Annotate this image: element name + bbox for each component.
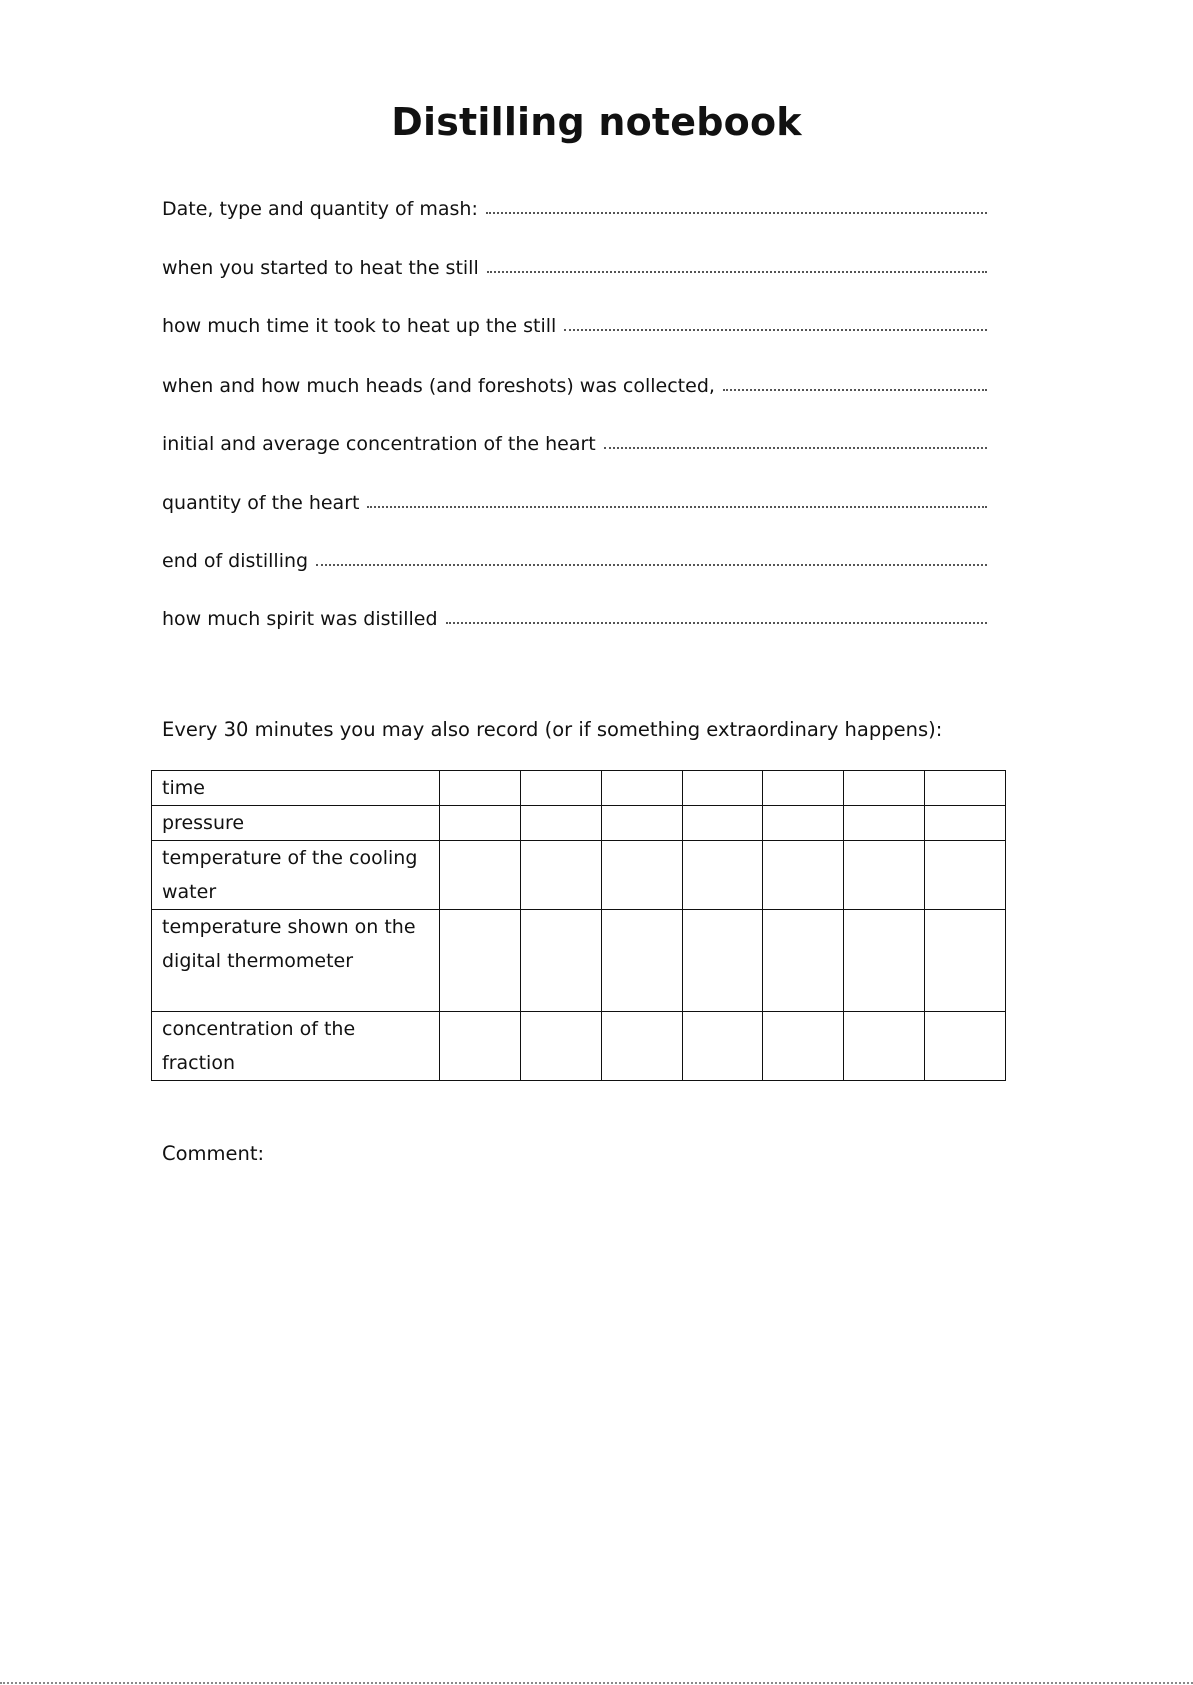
field-fill-line[interactable] bbox=[486, 212, 987, 214]
table-row bbox=[152, 910, 1006, 1012]
table-cell[interactable] bbox=[925, 1012, 1006, 1081]
row-label: temperature of the cooling water bbox=[152, 841, 440, 910]
table-cell[interactable] bbox=[520, 1012, 601, 1081]
field-fill-line[interactable] bbox=[316, 564, 987, 566]
field-label: initial and average concentration of the heart bbox=[162, 433, 596, 455]
field-label: how much time it took to heat up the still bbox=[162, 315, 557, 337]
table-cell[interactable] bbox=[925, 910, 1006, 1012]
field-label: when and how much heads (and foreshots) was collected, bbox=[162, 375, 715, 397]
table-row bbox=[152, 771, 1006, 806]
table-cell[interactable] bbox=[925, 771, 1006, 806]
field-heads-collected[interactable] bbox=[162, 367, 987, 397]
table-cell[interactable] bbox=[520, 910, 601, 1012]
table-cell[interactable] bbox=[440, 771, 521, 806]
table-row bbox=[152, 841, 1006, 910]
table-cell[interactable] bbox=[763, 806, 844, 841]
table-cell[interactable] bbox=[440, 910, 521, 1012]
table-cell[interactable] bbox=[763, 771, 844, 806]
table-cell[interactable] bbox=[520, 806, 601, 841]
field-heart-concentration[interactable] bbox=[162, 425, 987, 455]
field-heart-quantity[interactable] bbox=[162, 484, 987, 514]
table-cell[interactable] bbox=[763, 910, 844, 1012]
table-cell[interactable] bbox=[763, 1012, 844, 1081]
table-cell[interactable] bbox=[601, 771, 682, 806]
field-fill-line[interactable] bbox=[564, 329, 987, 331]
table-cell[interactable] bbox=[601, 1012, 682, 1081]
record-intro-text: Every 30 minutes you may also record (or if something extraordinary happens): bbox=[162, 718, 943, 741]
field-heat-up-time[interactable] bbox=[162, 307, 987, 337]
field-fill-line[interactable] bbox=[367, 506, 987, 508]
field-heat-start[interactable] bbox=[162, 249, 987, 279]
field-label: how much spirit was distilled bbox=[162, 608, 438, 630]
table-cell[interactable] bbox=[520, 771, 601, 806]
table-cell[interactable] bbox=[601, 841, 682, 910]
table-cell[interactable] bbox=[844, 771, 925, 806]
table-cell[interactable] bbox=[682, 841, 763, 910]
table-cell[interactable] bbox=[440, 841, 521, 910]
page-title: Distilling notebook bbox=[391, 100, 802, 144]
field-label: when you started to heat the still bbox=[162, 257, 479, 279]
row-label: pressure bbox=[152, 806, 440, 841]
table-cell[interactable] bbox=[925, 841, 1006, 910]
table-cell[interactable] bbox=[520, 841, 601, 910]
comment-label: Comment: bbox=[162, 1142, 265, 1165]
table-cell[interactable] bbox=[682, 910, 763, 1012]
table-cell[interactable] bbox=[844, 841, 925, 910]
field-fill-line[interactable] bbox=[446, 622, 987, 624]
field-end-of-distilling[interactable] bbox=[162, 542, 987, 572]
table-cell[interactable] bbox=[440, 1012, 521, 1081]
page-bottom-edge bbox=[0, 1682, 1193, 1684]
table-cell[interactable] bbox=[682, 771, 763, 806]
table-cell[interactable] bbox=[844, 910, 925, 1012]
table-cell[interactable] bbox=[682, 1012, 763, 1081]
row-label: concentration of the fraction bbox=[152, 1012, 440, 1081]
table-cell[interactable] bbox=[682, 806, 763, 841]
table-cell[interactable] bbox=[925, 806, 1006, 841]
field-label: end of distilling bbox=[162, 550, 309, 572]
field-label: quantity of the heart bbox=[162, 492, 360, 514]
field-fill-line[interactable] bbox=[487, 271, 987, 273]
row-label: time bbox=[152, 771, 440, 806]
record-table bbox=[151, 770, 1006, 1081]
table-cell[interactable] bbox=[844, 806, 925, 841]
field-fill-line[interactable] bbox=[604, 447, 987, 449]
table-row bbox=[152, 806, 1006, 841]
field-spirit-distilled[interactable] bbox=[162, 600, 987, 630]
field-date-type-quantity[interactable] bbox=[162, 190, 987, 220]
field-fill-line[interactable] bbox=[723, 389, 987, 391]
table-cell[interactable] bbox=[601, 910, 682, 1012]
field-label: Date, type and quantity of mash: bbox=[162, 198, 478, 220]
table-cell[interactable] bbox=[763, 841, 844, 910]
table-row bbox=[152, 1012, 1006, 1081]
table-cell[interactable] bbox=[844, 1012, 925, 1081]
row-label: temperature shown on the digital thermometer bbox=[152, 910, 440, 1012]
table-cell[interactable] bbox=[440, 806, 521, 841]
table-cell[interactable] bbox=[601, 806, 682, 841]
